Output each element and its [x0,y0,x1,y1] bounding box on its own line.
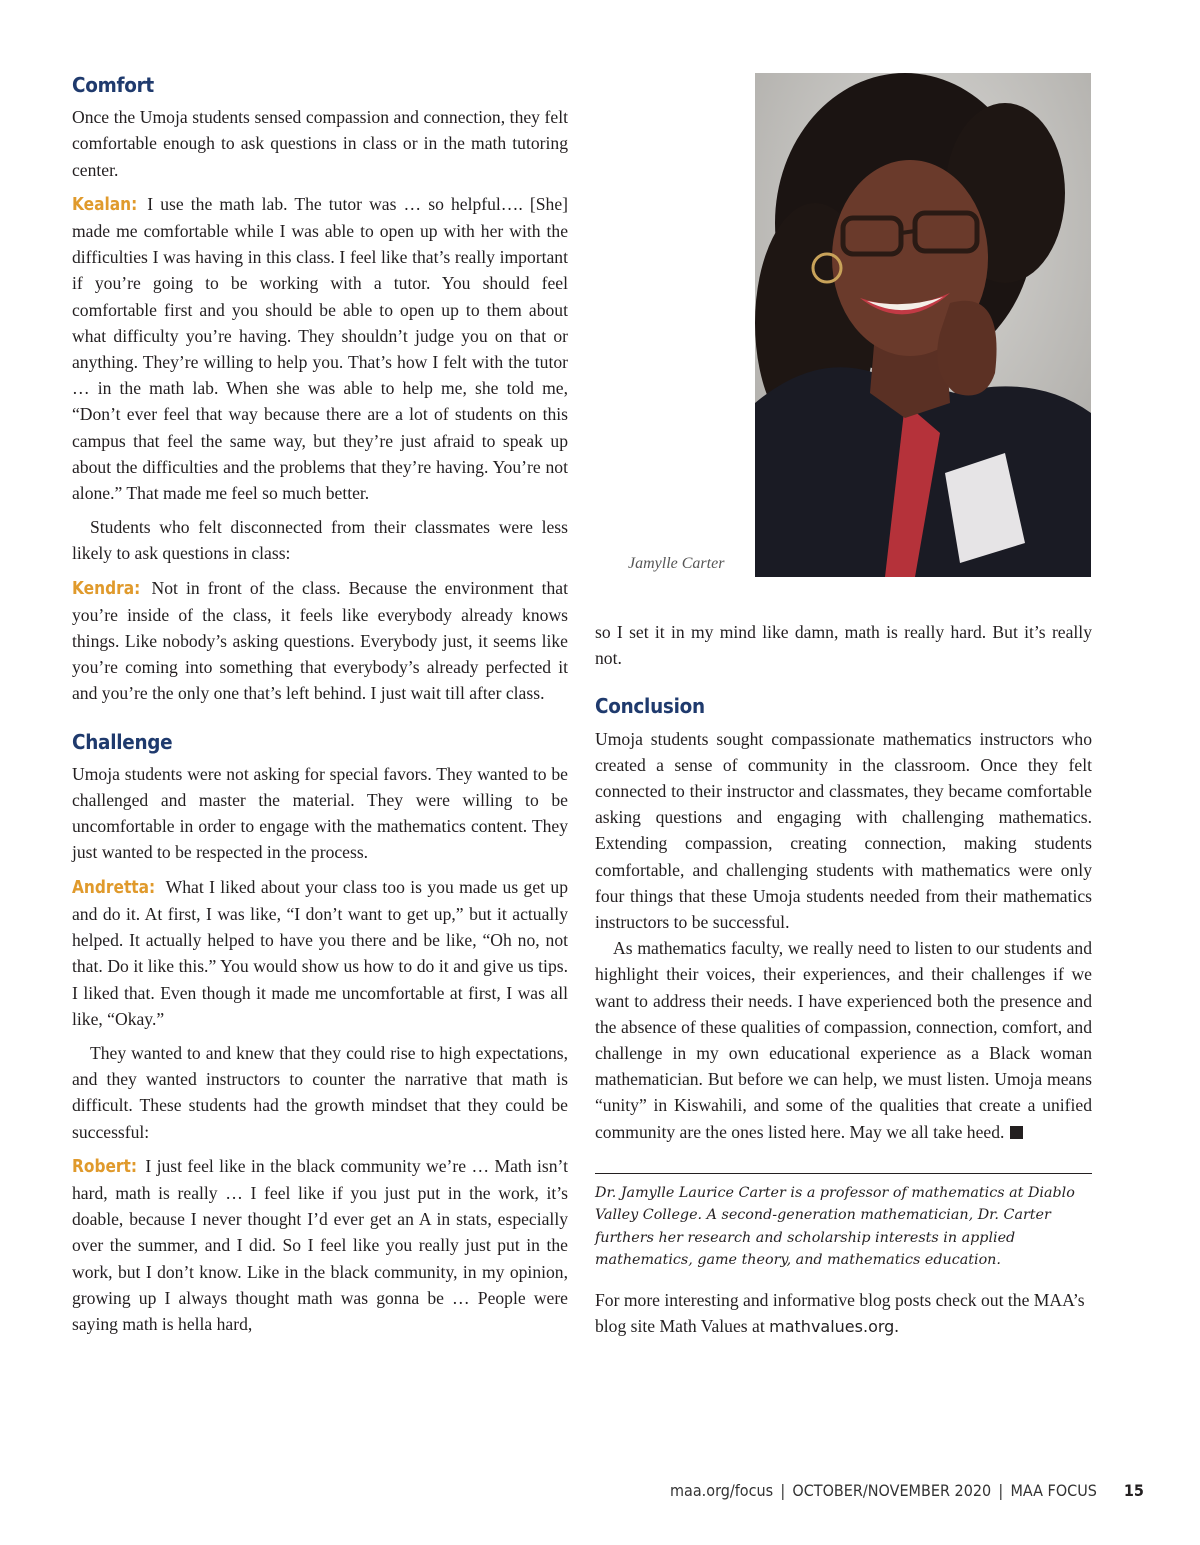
growth-paragraph: They wanted to and knew that they could rise to high expectations, and they wanted instructors to counter the narrative that math is difficult. These students had the growth mindset that they could be successful: [72,1042,568,1142]
more-posts-text: For more interesting and informative blog posts check out the MAA’s blog site Math Values at [595,1289,1085,1337]
page-number: 15 [1123,1481,1144,1500]
speaker-andretta: Andretta: [72,877,156,898]
quote-robert-continued: so I set it in my mind like damn, math is really hard. But it’s really not. [595,622,1092,669]
footer-publication: MAA FOCUS [1010,1481,1097,1500]
footer-separator: | [780,1481,786,1500]
footer-url[interactable]: maa.org/focus [670,1481,774,1500]
speaker-robert: Robert: [72,1156,138,1177]
right-column [595,619,1092,1340]
left-column [72,72,568,1337]
quote-robert-text: I just feel like in the black community we’re … Math isn’t hard, math is really … I feel like if you just put in the work, it’s doable, because I never thought I’d ever get an A in stats, especially over the summer, and I did. So I feel like you really just put in the work, but I don’t know. Like in the black community, in my opinion, growing up I always thought math was gonna be … People were saying math is hella hard, [72,1155,568,1334]
more-posts-end: . [894,1316,899,1337]
conclusion-paragraph-2-text: As mathematics faculty, we really need to listen to our students and highlight their voices, their experiences, and their challenges if we want to address their needs. I have experienced both the presence and the absence of these qualities of compassion, connection, comfort, and challenge in my own educational experience as a Black woman mathematician. But before we can help, we must listen. Umoja means “unity” in Kiswahili, and some of the qualities that create a unified community are the ones listed here. May we all take heed. [595,938,1092,1142]
disconnected-paragraph: Students who felt disconnected from their classmates were less likely to ask questions in class: [72,517,568,564]
quote-andretta-text: What I liked about your class too is you made us get up and do it. At first, I was like, “I don’t want to get up,” but it actually helped. It actually helped to have you there and be like, “Oh no, not that. Do it like this.” You would show us how to do it and give us tips. I liked that. Even though it made me uncomfortable at first, I was all like, “Okay.” [72,876,568,1029]
comfort-intro: Once the Umoja students sensed compassion and connection, they felt comfortable enough to ask questions in class or in the math tutoring center. [72,107,568,180]
author-photo [755,73,1091,577]
photo-caption: Jamylle Carter [628,555,725,572]
heading-challenge: Challenge [72,729,173,754]
end-of-article-icon [1010,1126,1023,1139]
heading-conclusion: Conclusion [595,694,705,719]
author-bio-box [595,1173,1092,1272]
mathvalues-link[interactable]: mathvalues.org [769,1317,895,1337]
quote-robert [72,1153,568,1337]
quote-kealan [72,191,568,506]
author-bio: Dr. Jamylle Laurice Carter is a professor of mathematics at Diablo Valley College. A second-generation mathematician, Dr. Carter furthers her research and scholarship interests in applied mathematics, game theory, and mathematics education. [595,1184,1075,1269]
more-posts-paragraph [595,1287,1092,1340]
quote-kendra [72,575,568,707]
heading-comfort: Comfort [72,73,154,97]
quote-kealan-text: I use the math lab. The tutor was … so helpful…. [She] made me comfortable while I was able to open up with her with the difficulties I was having in this class. I feel like that’s really important if you’re going to be working with a tutor. You should feel comfortable first and you should be able to open up to them about what difficulty you’re having. They shouldn’t judge you on that or anything. They’re willing to help you. That’s how I felt with the tutor … in the math lab. When she was able to help me, she told me, “Don’t ever feel that way because there are a lot of students on this campus that feel the same way, but they’re just afraid to speak up about the difficulties and the problems that they’re having. You’re not alone.” That made me feel so much better. [72,193,568,504]
portrait-illustration [755,73,1091,577]
quote-kendra-text: Not in front of the class. Because the environment that you’re inside of the class, it feels like everybody already knows things. Like nobody’s asking questions. Everybody just, it seems like you’re coming into something that everybody’s already perfected it and you’re the only one that’s left behind. I just wait till after class. [72,577,568,704]
speaker-kendra: Kendra: [72,578,141,599]
quote-andretta [72,874,568,1032]
footer-issue: OCTOBER/NOVEMBER 2020 [792,1481,992,1500]
speaker-kealan: Kealan: [72,194,138,215]
conclusion-paragraph-1: Umoja students sought compassionate mathematics instructors who created a sense of community in the classroom. Once they felt connected to their instructor and classmates, they became comfortable asking questions and engaging with challenging mathematics. Extending compassion, creating connection, making students comfortable, and challenging students with mathematics were only four things that these Umoja students needed from their mathematics instructors to be successful. [595,728,1092,933]
challenge-intro: Umoja students were not asking for special favors. They wanted to be challenged and master the material. They were willing to be uncomfortable in order to engage with the mathematics content. They just wanted to be respected in the process. [72,763,568,863]
conclusion-paragraph-2 [595,935,1092,1145]
page-footer [670,1481,1144,1500]
footer-separator: | [998,1481,1004,1500]
